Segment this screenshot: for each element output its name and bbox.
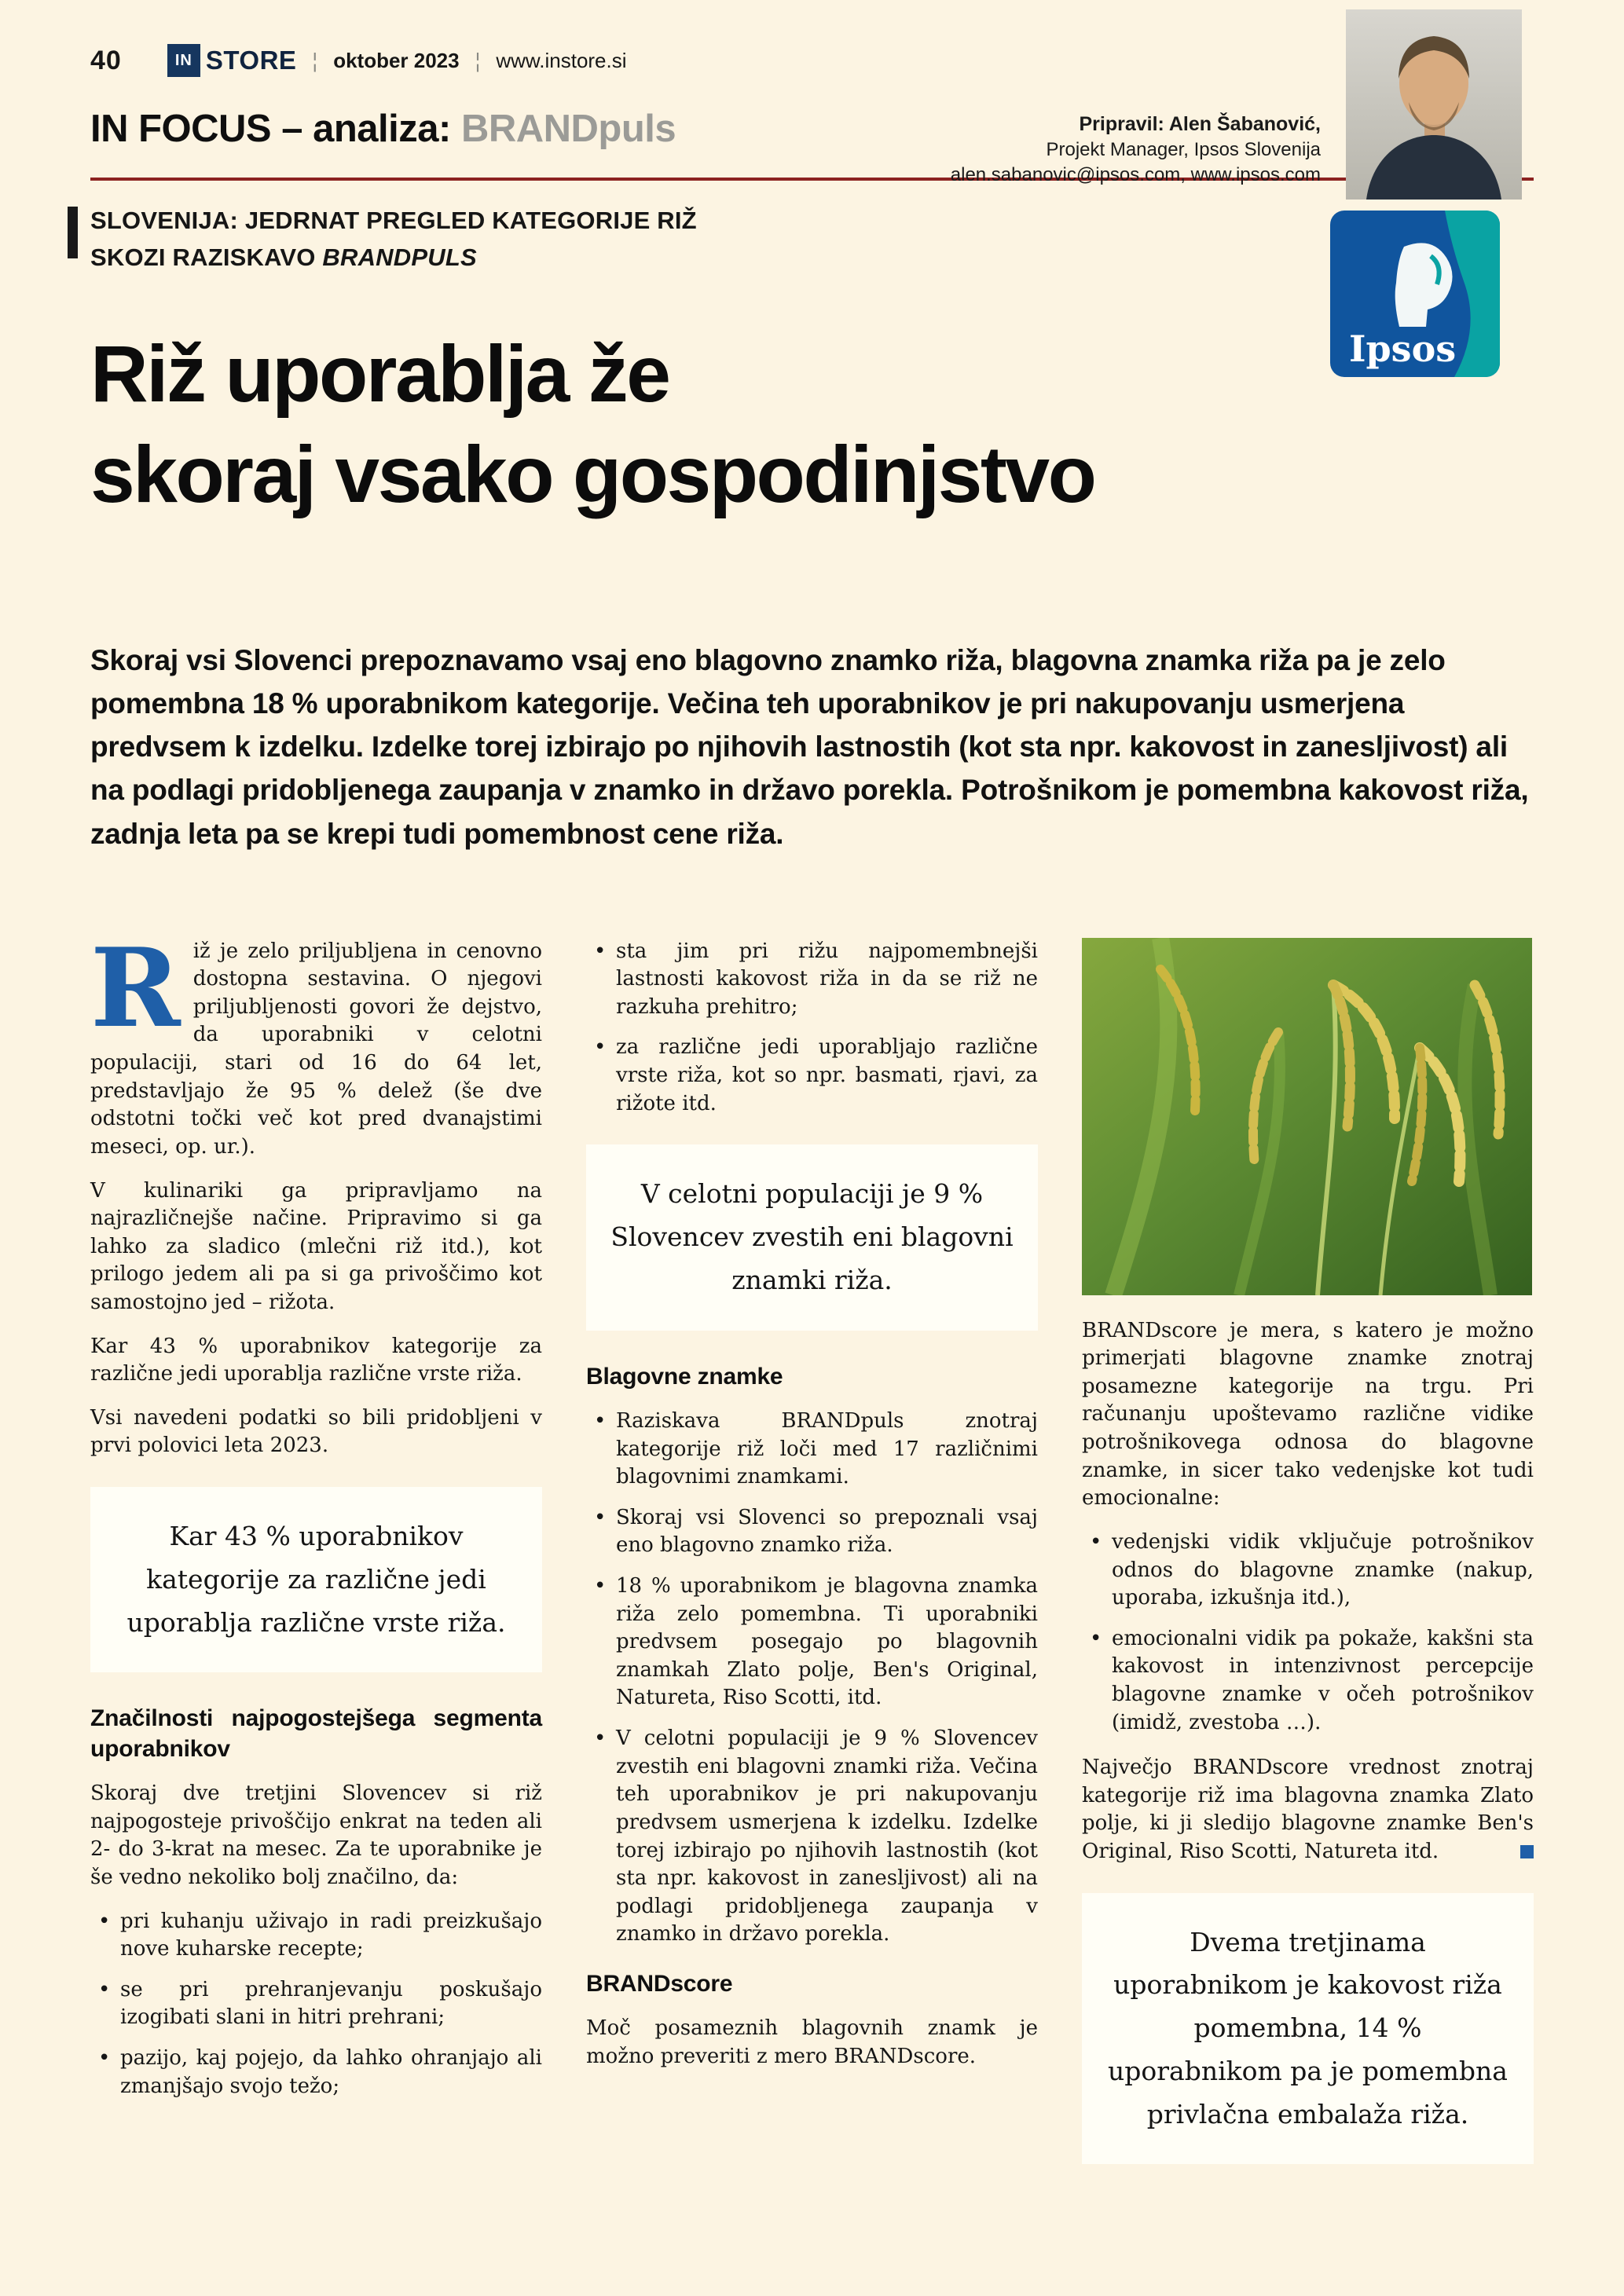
instore-logo-in-box: IN [167,44,200,77]
instore-logo [167,44,297,77]
list-item [586,1034,1038,1118]
author-photo-image [1346,9,1522,200]
body-paragraph [1082,1754,1534,1866]
kicker [90,203,1072,276]
ipsos-logo [1330,211,1500,377]
list-item [1082,1529,1534,1613]
body-paragraph: Vsi navedeni podatki so bili pridobljeni v prvi polovici leta 2023. [90,1405,542,1458]
kicker-line1: SLOVENIJA: JEDRNAT PREGLED KATEGORIJE RIŽ [90,207,697,234]
list-item-text: vedenjski vidik vključuje potrošnikov odnos do blagovne znamke (nakup, uporaba, izkušnja itd.), [1112,1529,1534,1610]
list-item [586,1573,1038,1712]
headline [90,324,1534,525]
separator [475,49,481,73]
byline-role: Projekt Manager, Ipsos Slovenija [1046,139,1321,160]
masthead [90,0,1534,77]
ipsos-logo-image [1330,211,1500,377]
column-2 [586,938,1038,2196]
ipsos-logo-label: Ipsos [1349,328,1457,370]
body-paragraph [90,923,542,1162]
list-item [586,938,1038,1022]
rice-photo-image [1082,938,1532,1295]
kicker-line2-italic: BRANDPULS [322,243,477,271]
headline-line2: skoraj vsako gospodinjstvo [90,429,1095,519]
issue-date: oktober 2023 [333,48,460,72]
bullet-list [586,938,1038,1119]
list-item [586,1408,1038,1492]
subheading: Značilnosti najpogostejšega segmenta uporabnikov [90,1705,542,1762]
paragraph-text: Največjo BRANDscore vrednost znotraj kategorije riž ima blagovna znamka Zlato polje, ki ji sledijo blagovne znamke Ben's Original, Riso Scotti, Natureta itd. [1082,1756,1534,1863]
list-item [90,2045,542,2100]
bullet-list [90,1908,542,2101]
byline-contact: alen.sabanovic@ipsos.com, www.ipsos.com [950,163,1321,185]
subheading: BRANDscore [586,1970,733,1997]
list-item-text: 18 % uporabnikom je blagovna znamka riža zelo pomembna. Ti uporabniki predvsem posegajo po blagovnih znamkah Zlato polje, Ben's Original, Natureta, Riso Scotti, itd. [616,1574,1038,1710]
list-item [586,1504,1038,1560]
body-paragraph: V kulinariki ga pripravljamo na najrazličnejše načine. Pripravimo si ga lahko za sladico (mlečni riž itd.), kot prilogo jedem ali pa si ga privoščimo kot samostojno jed – rižota. [90,1178,542,1314]
page-number: 40 [90,45,122,75]
list-item-text: Raziskava BRANDpuls znotraj kategorije riž loči med 17 različnimi blagovnimi znamkami. [616,1408,1038,1489]
byline-author: Pripravil: Alen Šabanović, [1079,113,1321,135]
list-item [90,1908,542,1964]
drop-cap: R [90,923,181,1052]
list-item [586,1725,1038,1949]
pull-quote-text: V celotni populaciji je 9 % Slovencev zvestih eni blagovni znamki riža. [610,1178,1014,1295]
list-item-text: Skoraj vsi Slovenci so prepoznali vsaj eno blagovno znamko riža. [616,1505,1038,1558]
list-item-text: pri kuhanju uživajo in radi preizkušajo nove kuharske recepte; [120,1909,542,1961]
lead-paragraph: Skoraj vsi Slovenci prepoznavamo vsaj eno blagovno znamko riža, blagovna znamka riža pa je zelo pomembna 18 % uporabnikom kategorije. Večina teh uporabnikov je pri nakupovanju usmerjena predvsem k izdelku. Izdelke torej izbirajo po njihovih lastnostih (kot sta npr. kakovost in zanesljivost) ali na podlagi pridobljenega zaupanja v znamko in državo porekla. Potrošnikom je pomembna kakovost riža, zadnja leta pa se krepi tudi pomembnost cene riža. [90,644,1529,850]
bullet-list [586,1408,1038,1949]
separator [312,49,317,73]
body-paragraph: Moč posameznih blagovnih znamk je možno preveriti z mero BRANDscore. [586,2016,1038,2068]
list-item-text: sta jim pri rižu najpomembnejši lastnosti kakovost riža in da se riž ne razkuha prehitro; [616,939,1038,1019]
website-url: www.instore.si [496,48,627,72]
list-item-text: za različne jedi uporabljajo različne vrste riža, kot so npr. basmati, rjavi, za rižote itd. [616,1035,1038,1115]
subheading: Blagovne znamke [586,1363,783,1390]
list-item-text: se pri prehranjevanju poskušajo izogibati slani in hitri prehrani; [120,1977,542,2030]
paragraph-text: iž je zelo priljubljena in cenovno dostopna sestavina. O njegovi priljubljenosti govori že dejstvo, da uporabniki v celotni populaciji, stari od 16 do 64 let, predstavljajo že 95 % delež (še dve odstotni točki več kot pred dvanajstimi meseci, op. ur.). [90,939,542,1159]
instore-logo-store-text: STORE [205,46,297,75]
headline-line1: Riž uporablja že [90,329,669,419]
list-item-text: pazijo, kaj pojejo, da lahko ohranjajo ali zmanjšajo svojo težo; [120,2045,542,2098]
list-item [1082,1625,1534,1737]
column-1 [90,923,542,2196]
article-body [90,923,1534,2196]
end-mark [1520,1845,1534,1858]
list-item-text: V celotni populaciji je 9 % Slovencev zvestih eni blagovni znamki riža. Večina teh uporabnikov je pri nakupovanju predvsem usmerjena k izdelku. Izdelke torej izbirajo po njihovih lastnostih (kot sta npr. kakovost in zanesljivost) ali na podlagi pridobljenega zaupanja v znamko in državo porekla. [616,1727,1038,1946]
body-paragraph: Kar 43 % uporabnikov kategorije za različne jedi uporablja različne vrste riža. [90,1334,542,1386]
column-3 [1082,938,1534,2196]
pull-quote-text: Dvema tretjinama uporabnikom je kakovost riža pomembna, 14 % uporabnikom pa je pomembna privlačna embalaža riža. [1108,1926,1508,2129]
pull-quote-text: Kar 43 % uporabnikov kategorije za različne jedi uporablja različne vrste riža. [126,1520,506,1638]
rice-photo [1082,938,1534,1295]
kicker-line2: SKOZI RAZISKAVO [90,243,323,271]
body-paragraph: BRANDscore je mera, s katero je možno primerjati blagovne znamke znotraj posamezne kategorije na trgu. Pri računanju upoštevamo različne vidike potrošnikovega odnosa do blagovne znamke, in sicer tako vedenjske kot tudi emocionalne: [1082,1318,1534,1511]
body-paragraph: Skoraj dve tretjini Slovencev si riž najpogosteje privoščijo enkrat na teden ali 2- do 3-krat na mesec. Za te uporabnike je še vedno nekoliko bolj značilno, da: [90,1782,542,1889]
byline [951,112,1321,187]
list-item-text: emocionalni vidik pa pokaže, kakšni sta kakovost in intenzivnost percepcije blagovne znamke v očeh potrošnikov (imidž, zvestoba …). [1112,1626,1534,1734]
pull-quote [1082,1893,1534,2165]
pull-quote [586,1144,1038,1330]
pull-quote [90,1487,542,1672]
list-item [90,1976,542,2032]
author-photo [1346,9,1522,200]
section-title-main: IN FOCUS – analiza: [90,108,451,150]
brandpuls-label: BRANDpuls [460,108,676,150]
bullet-list [1082,1529,1534,1737]
